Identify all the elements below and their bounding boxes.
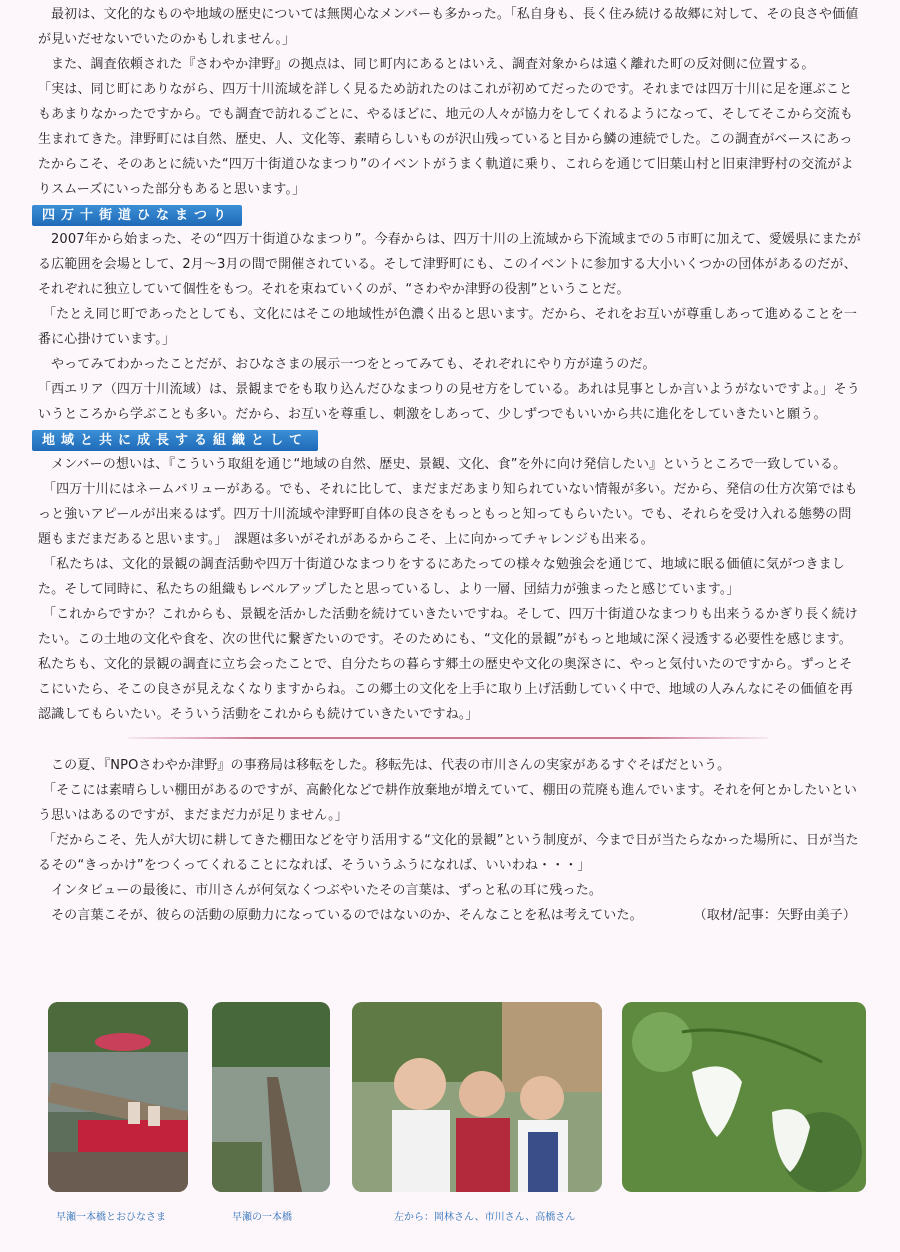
quote-paragraph: 「私たちは、文化的景観の調査活動や四万十街道ひなまつりをするにあたっての様々な勉強会を通じて、地域に眠る価値に気がつきました。そして同時に、私たちの組織もレベルアップしたと思っているし、より一層、団結力が強まったと感じています。」 bbox=[38, 557, 845, 597]
quote-paragraph: 「そこには素晴らしい棚田があるのですが、高齢化などで耕作放棄地が増えていて、棚田の荒廃も進んでいます。それを何とかしたいという思いはあるのですが、まだまだ力が足りません。」 bbox=[38, 783, 858, 823]
caption-bridge: 早瀬の一本橋 bbox=[232, 1212, 292, 1223]
paragraph: また、調査依頼された『さわやか津野』の拠点は、同じ町内にあるとはいえ、調査対象からは遠く離れた町の反対側に位置する。 bbox=[51, 57, 815, 72]
quote-paragraph: 「だからこそ、先人が大切に耕してきた棚田などを守り活用する“文化的景観”という制度が、今まで日が当たらなかった場所に、日が当たるその“きっかけ”をつくってくれることになれば、そういうふうになれば、いいわね・・・」 bbox=[38, 833, 859, 873]
photo-bridge-hina bbox=[48, 1002, 188, 1192]
article-credit: （取材/記事：矢野由美子） bbox=[693, 908, 856, 923]
photo-bridge bbox=[212, 1002, 330, 1192]
section-heading-growth: 地域と共に成長する組織として bbox=[32, 430, 318, 451]
section-heading-hinamatsuri: 四万十街道ひなまつり bbox=[32, 205, 242, 226]
paragraph: メンバーの想いは、『こういう取組を通じ“地域の自然、歴史、景観、文化、食”を外に向け発信したい』というところで一致している。 bbox=[51, 457, 847, 472]
caption-bridge-hina: 早瀬一本橋とおひなさま bbox=[56, 1212, 166, 1223]
quote-paragraph: 「西エリア（四万十川流域）は、景観までをも取り込んだひなまつりの見せ方をしている。あれは見事としか言いようがないですよ。」そういうところから学ぶことも多い。だから、お互いを尊重し、刺激をしあって、少しずつでもいいから共に進化をしていきたいと願う。 bbox=[38, 382, 860, 422]
article-body bbox=[38, 2, 864, 928]
paragraph: この夏、『NPOさわやか津野』の事務局は移転をした。移転先は、代表の市川さんの実家があるすぐそばだという。 bbox=[51, 758, 731, 773]
caption-members: 左から：岡林さん、市川さん、高橋さん bbox=[394, 1212, 576, 1223]
quote-paragraph: 「たとえ同じ町であったとしても、文化にはそこの地域性が色濃く出ると思います。だから、それをお互いが尊重しあって進めることを一番に心掛けています。」 bbox=[38, 307, 858, 347]
quote-paragraph: 「これからですか？これからも、景観を活かした活動を続けていきたいですね。そして、四万十街道ひなまつりも出来うるかぎり長く続けたい。この土地の文化や食を、次の世代に繋ぎたいのです。そのためにも、“文化的景観”がもっと地域に深く浸透する必要性を感じます。私たちも、文化的景観の調査に立ち会ったことで、自分たちの暮らす郷土の歴史や文化の奥深さに、やっと気付いたのですから。ずっとそこにいたら、そこの良さが見えなくなりますからね。この郷土の文化を上手に取り上げ活動していく中で、地域の人みんなにその価値を再認識してもらいたい。そういう活動をこれからも続けていきたいですね。」 bbox=[38, 607, 858, 722]
paragraph bbox=[38, 903, 864, 928]
section-divider bbox=[128, 737, 768, 739]
quote-paragraph: 「実は、同じ町にありながら、四万十川流域を詳しく見るため訪れたのはこれが初めてだったのです。それまでは四万十川に足を運ぶこともあまりなかったですから。でも調査で訪れるごとに、やるほどに、地元の人々が協力をしてくれるようになって、そしてそこから交流も生まれてきた。津野町には自然、歴史、人、文化等、素晴らしいものが沢山残っていると目から鱗の連続でした。この調査がベースにあったからこそ、そのあとに続いた“四万十街道ひなまつり”のイベントがうまく軌道に乗り、これらを通じて旧葉山村と旧東津野村の交流がよりスムーズにいった部分もあると思います。」 bbox=[38, 82, 854, 197]
photo-white-flowers bbox=[622, 1002, 866, 1192]
quote-paragraph: 「四万十川にはネームバリューがある。でも、それに比して、まだまだあまり知られていない情報が多い。だから、発信の仕方次第ではもっと強いアピールが出来るはず。四万十川流域や津野町自体の良さをもっともっと知ってもらいたい。でも、それらを受け入れる態勢の問題もまだまだあると思います。」 課題は多いがそれがあるからこそ、上に向かってチャレンジも出来る。 bbox=[38, 482, 858, 547]
photo-members bbox=[352, 1002, 602, 1192]
paragraph: やってみてわかったことだが、おひなさまの展示一つをとってみても、それぞれにやり方が違うのだ。 bbox=[51, 357, 656, 372]
closing-text: その言葉こそが、彼らの活動の原動力になっているのではないのか、そんなことを私は考えていた。 bbox=[51, 908, 643, 923]
paragraph: 2007年から始まった、その“四万十街道ひなまつり”。今春からは、四万十川の上流域から下流域までの５市町に加えて、愛媛県にまたがる広範囲を会場として、2月～3月の間で開催されている。そして津野町にも、このイベントに参加する大小いくつかの団体があるのだが、それぞれに独立していて個性をもつ。それを束ねていくのが、“さわやか津野の役割”ということだ。 bbox=[38, 232, 861, 297]
paragraph: 最初は、文化的なものや地域の歴史については無関心なメンバーも多かった。「私自身も、長く住み続ける故郷に対して、その良さや価値が見いだせないでいたのかもしれません。」 bbox=[38, 7, 859, 47]
paragraph: インタビューの最後に、市川さんが何気なくつぶやいたその言葉は、ずっと私の耳に残った。 bbox=[51, 883, 603, 898]
photo-strip bbox=[0, 992, 900, 1252]
